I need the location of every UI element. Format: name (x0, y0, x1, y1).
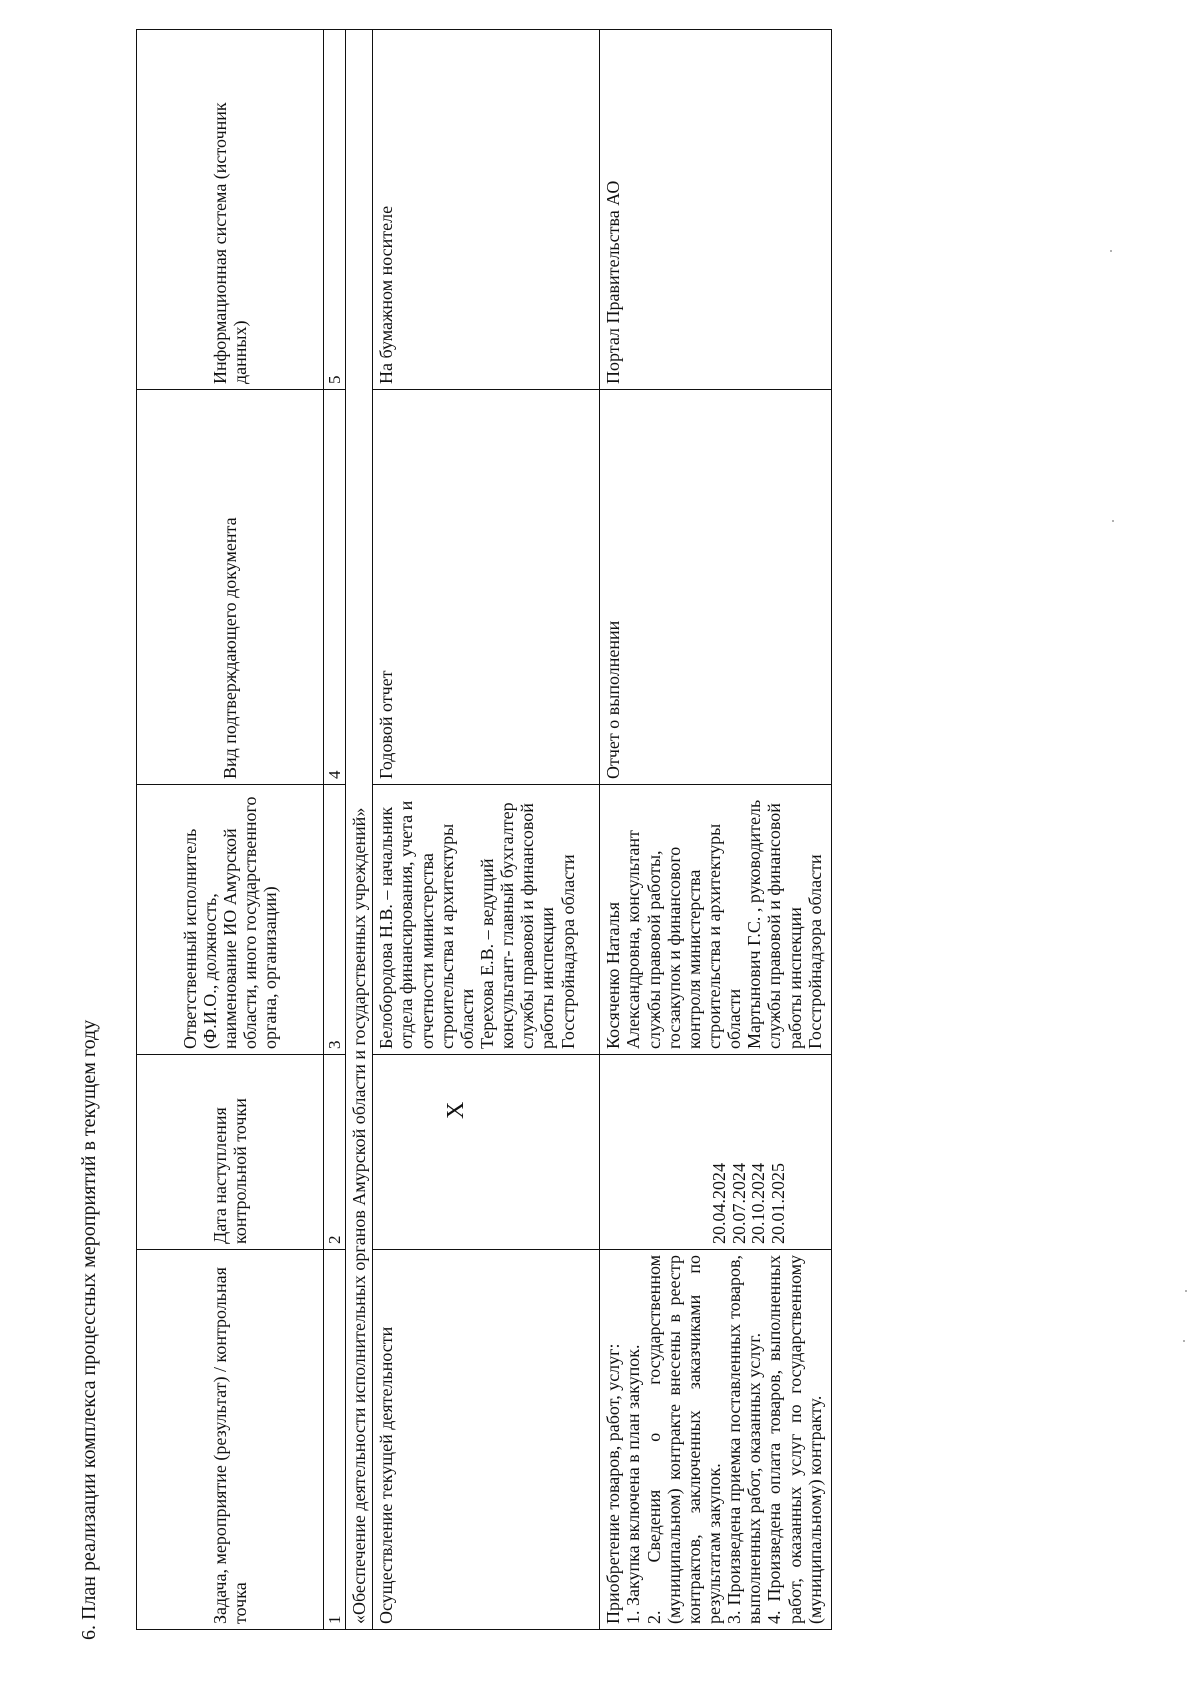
header-date: Дата наступления контрольной точки (137, 1055, 324, 1250)
system-cell: Портал Правительства АО (600, 30, 832, 390)
scan-speck (1183, 1340, 1185, 1342)
column-number: 5 (324, 30, 346, 390)
plan-table (136, 29, 832, 1630)
dates-cell (600, 1055, 832, 1250)
document-cell: Годовой отчет (373, 390, 600, 785)
column-number: 4 (324, 390, 346, 785)
header-document: Вид подтверждающего документа (137, 390, 324, 785)
scan-speck (1185, 1290, 1187, 1292)
column-number: 3 (324, 785, 346, 1055)
table-header-row (137, 30, 324, 1630)
column-number-row (324, 30, 346, 1630)
rotated-document-page (38, 30, 1178, 1690)
date-value: 20.07.2024 (728, 1163, 749, 1244)
section-row (346, 30, 373, 1630)
task-cell: Приобретение товаров, работ, услуг: 1. Закупка включена в план закупок. 2. Сведения о государственном (муниципальном) контракте внесены в реестр контрактов, заключенных заказчиками по результатам закупок. 3. Произведена приемка поставленных товаров, выполненных работ, оказанных услуг. 4. Произведена оплата товаров, выполненных работ, оказанных услуг по государственному (муниципальному) контракту. (600, 1250, 832, 1630)
column-number: 1 (324, 1250, 346, 1630)
header-system: Информационная система (источник данных) (137, 30, 324, 390)
system-cell: На бумажном носителе (373, 30, 600, 390)
document-cell: Отчет о выполнении (600, 390, 832, 785)
task-cell: Осуществление текущей деятельности (373, 1250, 600, 1630)
date-value: 20.10.2024 (748, 1163, 769, 1244)
header-executor: Ответственный исполнитель (Ф.И.О., должность, наименование ИО Амурской области, иного государственного органа, организации) (137, 785, 324, 1055)
date-mark-cell: Х (373, 1055, 600, 1250)
section-heading: 6. План реализации комплекса процессных мероприятий в текущем году (78, 1019, 100, 1640)
executor-cell: Белобородова Н.В. – начальник отдела финансирования, учета и отчетности министерства строительства и архитектуры области Терехова Е.В. – ведущий консультант- главный бухгалтер службы правовой и финансовой работы инспекции Госстройнадзора области (373, 785, 600, 1055)
executor-cell: Косяченко Наталья Александровна, консультант службы правовой работы, госзакупок и финансового контроля министерства строительства и архитектуры области Мартынович Г.С. , руководитель службы правовой и финансовой работы инспекции Госстройнадзора области (600, 785, 832, 1055)
date-value: 20.04.2024 (709, 1163, 730, 1244)
section-title: «Обеспечение деятельности исполнительных органов Амурской области и государственных учреждений» (346, 30, 373, 1630)
date-value: 20.01.2025 (767, 1163, 788, 1244)
column-number: 2 (324, 1055, 346, 1250)
header-task: Задача, мероприятие (результат) / контрольная точка (137, 1250, 324, 1630)
table-row (600, 30, 832, 1630)
scan-speck (1110, 250, 1112, 252)
table-row (373, 30, 600, 1630)
scan-speck (1112, 520, 1114, 522)
